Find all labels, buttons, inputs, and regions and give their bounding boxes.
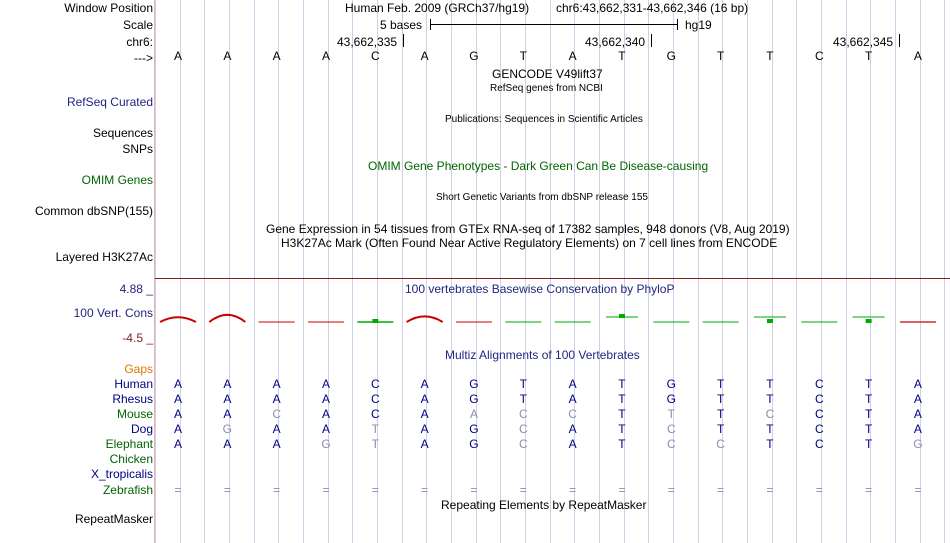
sequence-base: T (766, 49, 774, 63)
alignment-base: C (814, 422, 824, 436)
alignment-base: T (864, 407, 873, 421)
phylop-point (767, 319, 773, 323)
species-label[interactable]: Zebrafish (102, 483, 153, 497)
sequence-base: T (864, 49, 873, 63)
alignment-base: A (913, 422, 922, 436)
coord-tick-label: 43,662,335 (337, 35, 398, 49)
alignment-base: T (864, 437, 873, 451)
alignment-base: T (618, 407, 626, 421)
alignment-base: A (420, 377, 429, 391)
alignment-base: T (618, 422, 626, 436)
alignment-base: C (666, 422, 676, 436)
multiz-title: Multiz Alignments of 100 Vertebrates (445, 348, 640, 362)
h3k27ac-label[interactable]: Layered H3K27Ac (55, 250, 153, 264)
position-text: chr6:43,662,331-43,662,346 (16 bp) (556, 1, 749, 15)
alignment-base: A (420, 392, 429, 406)
alignment-base: T (519, 377, 527, 391)
phylop-title: 100 vertebrates Basewise Conservation by PhyloP (405, 282, 675, 296)
h3k27ac-title: H3K27Ac Mark (Often Found Near Active Regulatory Elements) on 7 cell lines from ENCODE (281, 236, 778, 250)
alignment-base: A (568, 377, 577, 391)
alignment-base: T (864, 392, 873, 406)
alignment-base: A (173, 407, 182, 421)
alignment-base: A (568, 392, 577, 406)
alignment-base: C (814, 407, 824, 421)
sequence-base: A (223, 49, 232, 63)
alignment-base: C (666, 437, 676, 451)
sequence-base: G (666, 49, 676, 63)
alignment-base: A (420, 422, 429, 436)
alignment-base: T (766, 422, 774, 436)
coord-tick-label: 43,662,340 (585, 35, 646, 49)
alignment-base: A (223, 392, 232, 406)
alignment-base: T (766, 377, 774, 391)
alignment-base: C (370, 392, 380, 406)
sequence-base: T (716, 49, 725, 63)
cons-min-label: -4.5 _ (122, 331, 153, 345)
dbsnp-label[interactable]: Common dbSNP(155) (34, 204, 153, 218)
refseq-title: RefSeq genes from NCBI (490, 83, 603, 94)
alignment-base: T (716, 392, 725, 406)
alignment-base: = (273, 483, 281, 497)
alignment-base: A (223, 437, 232, 451)
alignment-base: T (618, 377, 626, 391)
refseq-label[interactable]: RefSeq Curated (66, 95, 153, 109)
alignment-base: G (666, 392, 676, 406)
sequence-base: G (469, 49, 479, 63)
species-label[interactable]: Mouse (116, 407, 153, 421)
alignment-base: = (470, 483, 478, 497)
alignment-base: T (766, 392, 774, 406)
alignment-base: A (913, 377, 922, 391)
scale-label: Scale (122, 18, 153, 32)
assembly-title: Human Feb. 2009 (GRCh37/hg19) (345, 1, 530, 15)
alignment-base: = (667, 483, 675, 497)
scale-bases: 5 bases (380, 18, 423, 32)
sequence-base: T (618, 49, 626, 63)
alignment-base: G (469, 422, 479, 436)
chrom-label: chr6: (126, 35, 153, 49)
alignment-base: G (469, 392, 479, 406)
alignment-base: A (420, 407, 429, 421)
alignment-base: = (421, 483, 429, 497)
alignment-base: C (765, 407, 775, 421)
alignment-base: = (519, 483, 527, 497)
sequence-base: A (321, 49, 330, 63)
alignment-base: A (173, 437, 182, 451)
gtex-title: Gene Expression in 54 tissues from GTEx RNA-seq of 17382 samples, 948 donors (V8, Aug 2019) (266, 222, 790, 236)
alignment-base: A (223, 377, 232, 391)
alignment-base: T (371, 437, 379, 451)
alignment-base: A (321, 377, 330, 391)
alignment-base: = (865, 483, 873, 497)
sequence-base: A (173, 49, 182, 63)
alignment-base: C (568, 407, 577, 421)
species-label[interactable]: Elephant (105, 437, 153, 451)
alignment-base: G (469, 437, 479, 451)
phylop-mark (407, 316, 443, 322)
alignment-base: = (914, 483, 922, 497)
alignment-base: C (518, 437, 528, 451)
strand-label[interactable]: ---> (134, 51, 153, 65)
alignment-base: C (716, 437, 725, 451)
omim-title: OMIM Gene Phenotypes - Dark Green Can Be Disease-causing (368, 159, 709, 173)
omim-label[interactable]: OMIM Genes (81, 173, 153, 187)
alignment-base: = (322, 483, 330, 497)
rmsk-title: Repeating Elements by RepeatMasker (441, 498, 647, 512)
gencode-title[interactable]: GENCODE V49lift37 (492, 67, 603, 81)
alignment-base: T (716, 377, 725, 391)
species-label[interactable]: Chicken (109, 452, 153, 466)
alignment-base: G (222, 422, 232, 436)
sequence-base: A (272, 49, 281, 63)
alignment-base: A (272, 377, 281, 391)
phylop-point (619, 314, 625, 318)
alignment-base: A (173, 422, 182, 436)
alignment-base: A (272, 392, 281, 406)
alignment-base: T (716, 407, 725, 421)
sequence-base: C (370, 49, 380, 63)
species-label[interactable]: Human (114, 377, 153, 391)
alignment-base: G (666, 377, 676, 391)
alignment-base: A (913, 392, 922, 406)
alignment-base: A (173, 392, 182, 406)
alignment-base: C (272, 407, 281, 421)
alignment-base: A (321, 422, 330, 436)
cons-max-label: 4.88 _ (119, 282, 153, 296)
alignment-base: T (667, 407, 675, 421)
alignment-base: T (519, 392, 527, 406)
phylop-point (866, 319, 872, 323)
alignment-base: T (618, 392, 626, 406)
species-label[interactable]: Dog (130, 422, 153, 436)
gaps-label[interactable]: Gaps (124, 362, 153, 376)
alignment-base: G (913, 437, 923, 451)
species-label[interactable]: Rhesus (112, 392, 153, 406)
alignment-base: A (272, 437, 281, 451)
alignment-base: G (321, 437, 331, 451)
alignment-base: = (766, 483, 774, 497)
alignment-base: C (370, 407, 380, 421)
alignment-base: A (321, 407, 330, 421)
alignment-base: A (420, 437, 429, 451)
alignment-base: C (814, 392, 824, 406)
alignment-base: = (174, 483, 182, 497)
alignment-base: T (864, 422, 873, 436)
alignment-base: T (766, 437, 774, 451)
alignment-base: = (618, 483, 626, 497)
alignment-base: C (814, 437, 824, 451)
publications-title: Publications: Sequences in Scientific Articles (445, 114, 643, 125)
snps-label[interactable]: SNPs (122, 142, 153, 156)
alignment-base: C (814, 377, 824, 391)
alignment-base: C (518, 407, 528, 421)
phylop-mark (209, 315, 245, 322)
alignment-base: T (371, 422, 379, 436)
coord-tick-label: 43,662,345 (833, 35, 894, 49)
sequence-base: A (568, 49, 577, 63)
sequence-base: A (420, 49, 429, 63)
window-position-label: Window Position (64, 1, 153, 15)
alignment-base: A (469, 407, 478, 421)
repeatmasker-label[interactable]: RepeatMasker (74, 512, 153, 526)
sequence-base: C (814, 49, 824, 63)
phylop-mark (160, 317, 196, 322)
alignment-base: T (716, 422, 725, 436)
alignment-base: = (223, 483, 231, 497)
alignment-base: C (370, 377, 380, 391)
sequences-label[interactable]: Sequences (92, 126, 153, 140)
alignment-base: A (568, 437, 577, 451)
alignment-base: A (223, 407, 232, 421)
alignment-base: A (568, 422, 577, 436)
alignment-base: = (371, 483, 379, 497)
alignment-base: T (864, 377, 873, 391)
alignment-base: A (173, 377, 182, 391)
alignment-base: = (815, 483, 823, 497)
alignment-base: T (618, 437, 626, 451)
dbsnp-title: Short Genetic Variants from dbSNP release 155 (436, 192, 648, 203)
alignment-base: A (321, 392, 330, 406)
sequence-base: A (913, 49, 922, 63)
cons-label[interactable]: 100 Vert. Cons (73, 306, 153, 320)
alignment-base: A (913, 407, 922, 421)
alignment-base: G (469, 377, 479, 391)
scale-db: hg19 (685, 18, 712, 32)
alignment-base: A (272, 422, 281, 436)
phylop-point (372, 319, 378, 323)
alignment-base: = (569, 483, 577, 497)
species-label[interactable]: X_tropicalis (90, 467, 153, 481)
alignment-base: = (717, 483, 725, 497)
alignment-base: C (518, 422, 528, 436)
sequence-base: T (519, 49, 527, 63)
